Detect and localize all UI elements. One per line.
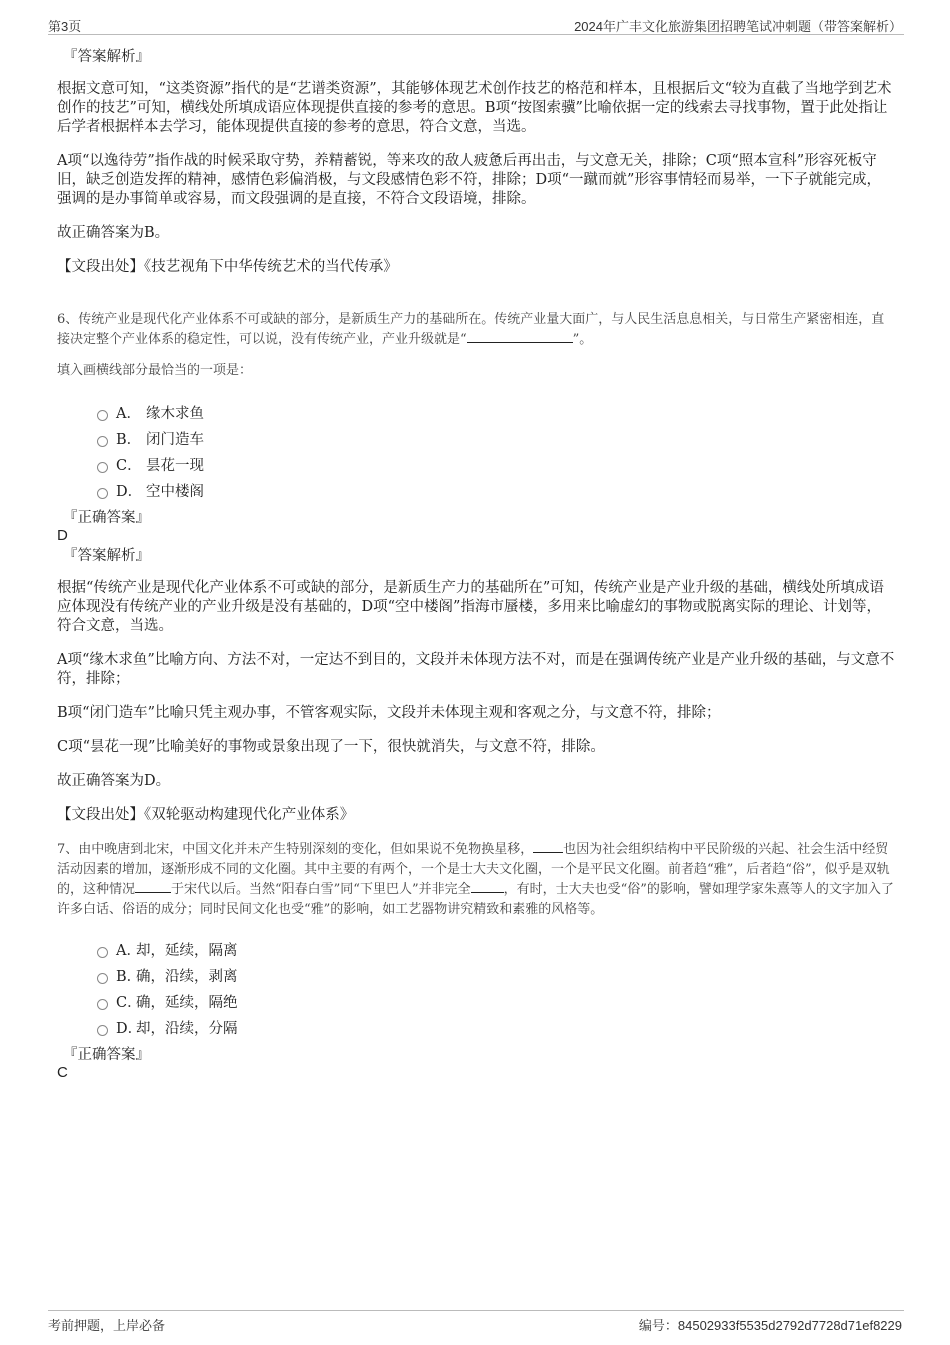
q6-analysis-paragraph: A项“缘木求鱼”比喻方向、方法不对，一定达不到目的，文段并未体现方法不对，而是在强调传统产业是产业升级的基础，与文意不符，排除； (57, 652, 895, 687)
radio-icon[interactable] (97, 1025, 108, 1036)
q6-analysis-paragraph: 根据“传统产业是现代化产业体系不可或缺的部分，是新质生产力的基础所在”可知，传统产业是产业升级的基础，横线处所填成语应体现没有传统产业的产业升级是没有基础的，D项“空中楼阁”指海市蜃楼，多用来比喻虚幻的事物或脱离实际的理论、计划等，符合文意，当选。 (57, 580, 884, 634)
q6-option-a[interactable]: A． 缘木求鱼 (97, 399, 895, 425)
q5-analysis-title: 『答案解析』 (63, 49, 150, 65)
q6-instruction: 填入画横线部分最恰当的一项是： (57, 363, 253, 378)
page-footer (48, 1310, 904, 1333)
footer-slogan: 考前押题，上岸必备 (48, 1318, 166, 1333)
page-content (57, 48, 895, 1082)
q6-options (97, 399, 895, 503)
page-number: 第3页 (48, 19, 82, 34)
q7-option-c[interactable]: C． 确，延续，隔绝 (97, 988, 895, 1014)
radio-icon[interactable] (97, 462, 108, 473)
q6-option-b[interactable]: B． 闭门造车 (97, 425, 895, 451)
q6-analysis-title: 『答案解析』 (63, 548, 150, 564)
document-title: 2024年广丰文化旅游集团招聘笔试冲刺题（带答案解析） (574, 19, 902, 34)
radio-icon[interactable] (97, 488, 108, 499)
q6-option-c[interactable]: C． 昙花一现 (97, 451, 895, 477)
radio-icon[interactable] (97, 410, 108, 421)
q7-stem: 7、由中晚唐到北宋，中国文化并未产生特别深刻的变化，但如果说不免物换星移， 也因为社会组织结构中平民阶级的兴起、社会生活中经贸活动因素的增加，逐渐形成不同的文化圈。其中主要的有两个，一个是士大夫文化圈，一个是平民文化圈。前者趋“雅”，后者趋“俗”，似乎是双轨的，这种情况 于宋代以后。当然“阳春白雪”同“下里巴人”并非完全 ，有时，士大夫也受“俗”的影响，譬如理学家朱熹等人的文字加入了许多白话、俗语的成分；同时民间文化也受“雅”的影响，如工艺器物讲究精致和素雅的风格等。 (57, 842, 894, 917)
q5-source: 【文段出处】《技艺视角下中华传统艺术的当代传承》 (57, 259, 398, 275)
q7-option-d[interactable]: D． 却，沿续，分隔 (97, 1014, 895, 1040)
q7-options (97, 936, 895, 1040)
blank-line (135, 881, 171, 893)
q7-answer: C (57, 1064, 68, 1081)
q7-option-b[interactable]: B． 确，沿续，剥离 (97, 962, 895, 988)
q6-conclusion: 故正确答案为D。 (57, 773, 171, 789)
radio-icon[interactable] (97, 973, 108, 984)
q6-analysis-paragraph: B项“闭门造车”比喻只凭主观办事，不管客观实际，文段并未体现主观和客观之分，与文意不符，排除； (57, 705, 721, 721)
footer-serial: 编号：84502933f5535d2792d7728d71ef8229 (638, 1318, 902, 1333)
q6-stem: 6、传统产业是现代化产业体系不可或缺的部分，是新质生产力的基础所在。传统产业量大面广，与人民生活息息相关，与日常生产紧密相连，直接决定整个产业体系的稳定性，可以说，没有传统产业，产业升级就是“ ”。 (57, 312, 885, 347)
q6-option-d[interactable]: D． 空中楼阁 (97, 477, 895, 503)
q6-answer: D (57, 527, 68, 544)
blank-line (471, 881, 504, 893)
blank-line (533, 841, 563, 853)
q7-option-a[interactable]: A． 却，延续，隔离 (97, 936, 895, 962)
radio-icon[interactable] (97, 999, 108, 1010)
q6-analysis-paragraph: C项“昙花一现”比喻美好的事物或景象出现了一下，很快就消失，与文意不符，排除。 (57, 739, 605, 755)
q5-conclusion: 故正确答案为B。 (57, 225, 170, 241)
q5-analysis-paragraph: A项“以逸待劳”指作战的时候采取守势，养精蓄锐，等来攻的敌人疲惫后再出击，与文意无关，排除；C项“照本宣科”形容死板守旧，缺乏创造发挥的精神，感情色彩偏消极，与文段感情色彩不符，排除；D项“一蹴而就”形容事情轻而易举，一下子就能完成，强调的是办事简单或容易，而文段强调的是直接，不符合文段语境，排除。 (57, 153, 881, 207)
radio-icon[interactable] (97, 436, 108, 447)
q7-answer-title: 『正确答案』 (63, 1047, 150, 1063)
radio-icon[interactable] (97, 947, 108, 958)
page-header (48, 14, 904, 35)
q6-source: 【文段出处】《双轮驱动构建现代化产业体系》 (57, 807, 355, 823)
q5-analysis-paragraph: 根据文意可知，“这类资源”指代的是“艺谱类资源”，其能够体现艺术创作技艺的格范和样本，且根据后文“较为直截了当地学到艺术创作的技艺”可知，横线处所填成语应体现提供直接的参考的意思。B项“按图索骥”比喻依据一定的线索去寻找事物，置于此处指让后学者根据样本去学习，能体现提供直接的参考的意思，符合文意，当选。 (57, 81, 892, 135)
blank-line (467, 331, 573, 343)
q6-answer-title: 『正确答案』 (63, 510, 150, 526)
